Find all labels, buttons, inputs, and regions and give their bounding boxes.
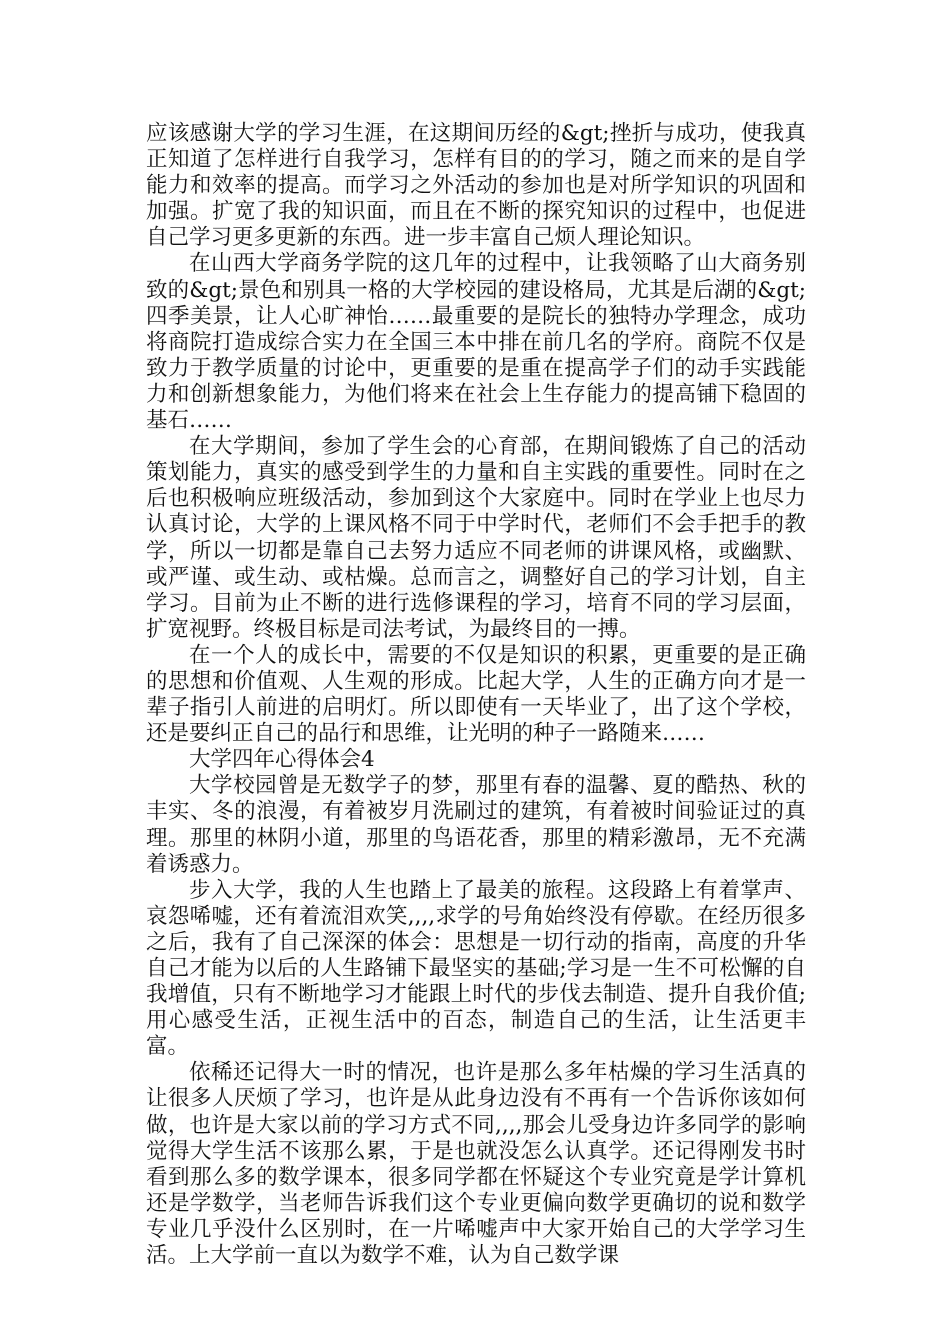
- paragraph-5: 大学校园曾是无数学子的梦，那里有春的温馨、夏的酷热、秋的丰实、冬的浪漫，有着被岁月洗刷过的建筑，有着被时间验证过的真理。那里的林阴小道，那里的鸟语花香，那里的精彩激昂，无不充满着诱惑力。: [146, 773, 806, 877]
- paragraph-2: 在山西大学商务学院的这几年的过程中，让我领略了山大商务别致的&gt;景色和别具一格的大学校园的建设格局，尤其是后湖的&gt;四季美景，让人心旷神怡……最重要的是院长的独特办学理念，成功将商院打造成综合实力在全国三本中排在前几名的学府。商院不仅是致力于教学质量的讨论中，更重要的是重在提高学子们的动手实践能力和创新想象能力，为他们将来在社会上生存能力的提高铺下稳固的基石……: [146, 251, 806, 434]
- paragraph-7: 依稀还记得大一时的情况，也许是那么多年枯燥的学习生活真的让很多人厌烦了学习，也许是从此身边没有不再有一个告诉你该如何做，也许是大家以前的学习方式不同,,,,那会儿受身边许多同学的影响觉得大学生活不该那么累，于是也就没怎么认真学。还记得刚发书时看到那么多的数学课本，很多同学都在怀疑这个专业究竟是学计算机还是学数学，当老师告诉我们这个专业更偏向数学更确切的说和数学专业几乎没什么区别时，在一片唏嘘声中大家开始自己的大学学习生活。上大学前一直以为数学不难，认为自己数学课: [146, 1060, 806, 1269]
- document-page: [146, 121, 806, 1269]
- section-heading: 大学四年心得体会4: [189, 747, 375, 773]
- paragraph-3: 在大学期间，参加了学生会的心育部，在期间锻炼了自己的活动策划能力，真实的感受到学生的力量和自主实践的重要性。同时在之后也积极响应班级活动，参加到这个大家庭中。同时在学业上也尽力认真讨论，大学的上课风格不同于中学时代，老师们不会手把手的教学，所以一切都是靠自己去努力适应不同老师的讲课风格，或幽默、或严谨、或生动、或枯燥。总而言之，调整好自己的学习计划，自主学习。目前为止不断的进行选修课程的学习，培育不同的学习层面，扩宽视野。终极目标是司法考试，为最终目的一搏。: [146, 434, 806, 642]
- paragraph-1: 应该感谢大学的学习生涯，在这期间历经的&gt;挫折与成功，使我真正知道了怎样进行自我学习，怎样有目的的学习，随之而来的是自学能力和效率的提高。而学习之外活动的参加也是对所学知识的巩固和加强。扩宽了我的知识面，而且在不断的探究知识的过程中，也促进自己学习更多更新的东西。进一步丰富自己烦人理论知识。: [146, 121, 806, 251]
- paragraph-6: 步入大学，我的人生也踏上了最美的旅程。这段路上有着掌声、哀怨唏嘘，还有着流泪欢笑,,,,求学的号角始终没有停歇。在经历很多之后，我有了自己深深的体会：思想是一切行动的指南，高度的升华自己才能为以后的人生路铺下最坚实的基础;学习是一生不可松懈的自我增值，只有不断地学习才能跟上时代的步伐去制造、提升自我价值;用心感受生活，正视生活中的百态，制造自己的生活，让生活更丰富。: [146, 877, 806, 1060]
- paragraph-4: 在一个人的成长中，需要的不仅是知识的积累，更重要的是正确的思想和价值观、人生观的形成。比起大学，人生的正确方向才是一辈子指引人前进的启明灯。所以即使有一天毕业了，出了这个学校，还是要纠正自己的品行和思维，让光明的种子一路随来……: [146, 642, 806, 747]
